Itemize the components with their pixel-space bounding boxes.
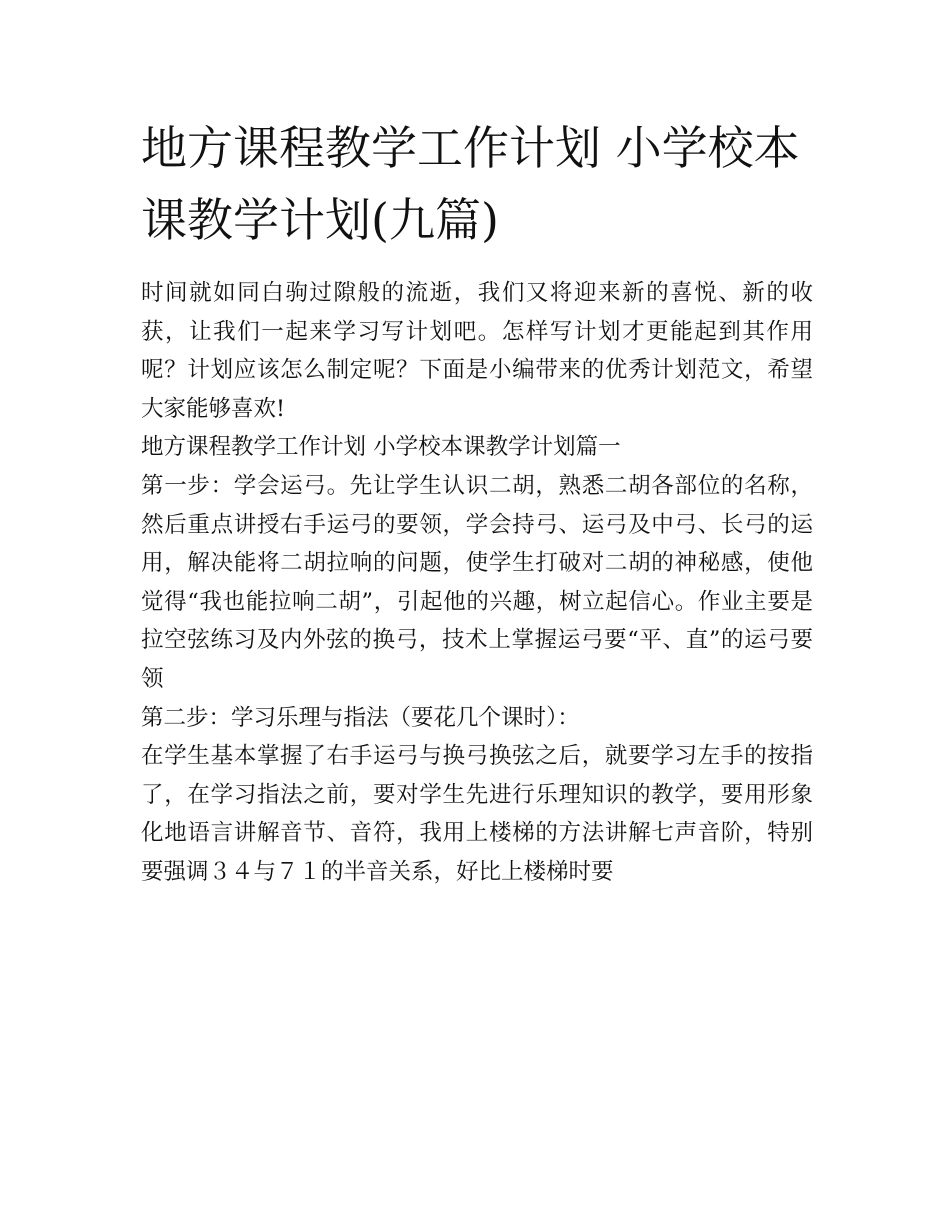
document-title: 地方课程教学工作计划 小学校本课教学计划(九篇)	[141, 121, 800, 247]
step-one-paragraph: 第一步：学会运弓。先让学生认识二胡，熟悉二胡各部位的名称，然后重点讲授右手运弓的要领，学会持弓、运弓及中弓、长弓的运用，解决能将二胡拉响的问题，使学生打破对二胡的神秘感，使他觉得“我也能拉响二胡”，引起他的兴趣，树立起信心。作业主要是拉空弦练习及内外弦的换弓，技术上掌握运弓要“平、直”的运弓要领	[141, 472, 813, 692]
section-heading: 地方课程教学工作计划 小学校本课教学计划篇一	[141, 434, 621, 461]
step-two-heading: 第二步：学习乐理与指法（要花几个课时）：	[141, 704, 580, 731]
document-content	[141, 112, 813, 892]
intro-paragraph: 时间就如同白驹过隙般的流逝，我们又将迎来新的喜悦、新的收获，让我们一起来学习写计划吧。怎样写计划才更能起到其作用呢？计划应该怎么制定呢？下面是小编带来的优秀计划范文，希望大家能够喜欢!	[141, 280, 813, 422]
step-two-paragraph: 在学生基本掌握了右手运弓与换弓换弦之后，就要学习左手的按指了，在学习指法之前，要对学生先进行乐理知识的教学，要用形象化地语言讲解音节、音符，我用上楼梯的方法讲解七声音阶，特别要强调３４与７１的半音关系，好比上楼梯时要	[141, 743, 813, 885]
